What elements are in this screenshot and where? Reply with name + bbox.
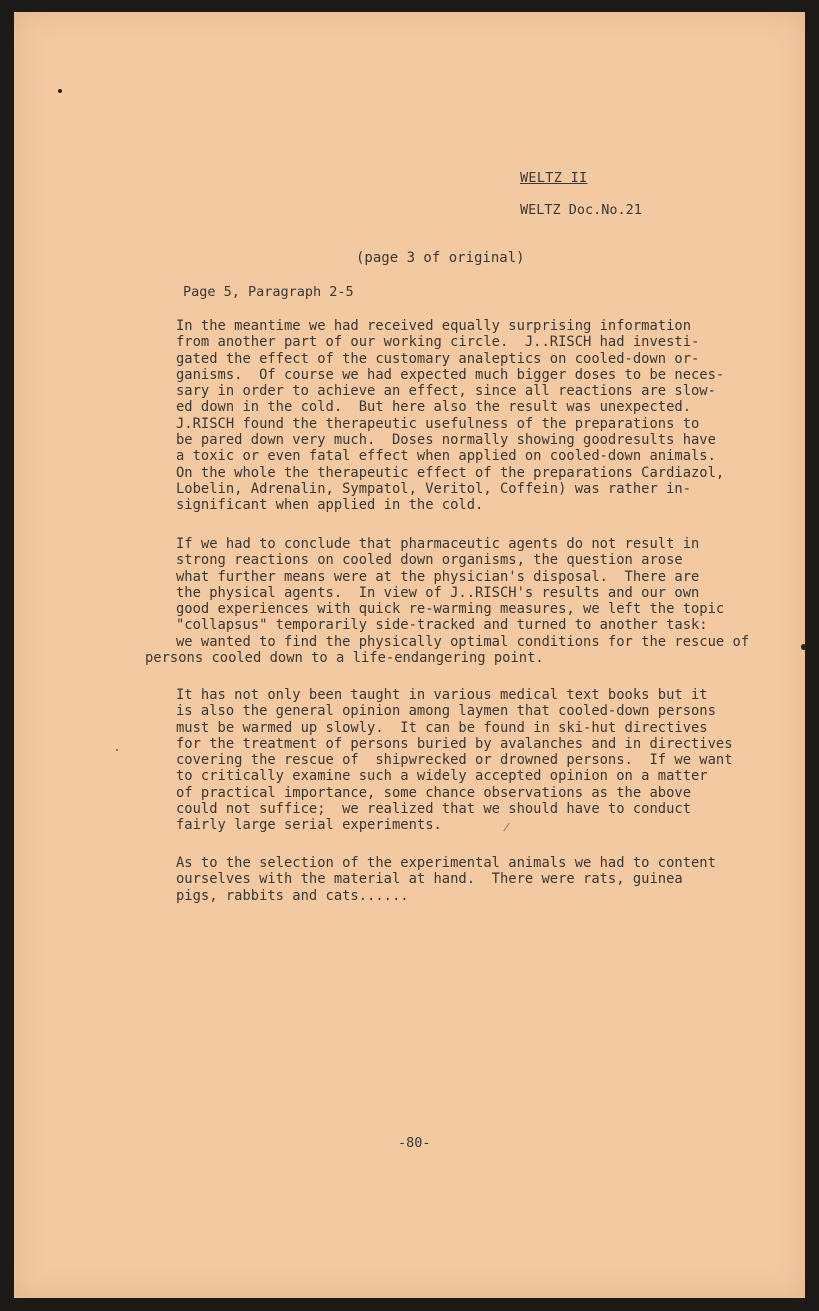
paper-speck [116,749,118,751]
text-line: As to the selection of the experimental animals we had to content [176,855,716,871]
text-line: to critically examine such a widely accepted opinion on a matter [176,768,708,785]
text-line: strong reactions on cooled down organisms, the question arose [176,552,683,569]
paragraph-1 [176,318,776,514]
text-line: ed down in the cold. But here also the result was unexpected. [176,399,691,416]
page-number: -80- [398,1135,431,1151]
document-title: WELTZ II [520,170,588,186]
document-page [14,12,805,1298]
section-reference: Page 5, Paragraph 2-5 [183,284,354,300]
text-line: is also the general opinion among laymen that cooled-down persons [176,703,716,720]
paragraph-3 [176,687,776,834]
text-line: significant when applied in the cold. [176,497,484,514]
text-line: the physical agents. In view of J..RISCH's results and our own [176,584,700,601]
text-line: pigs, rabbits and cats...... [176,887,409,904]
text-line: persons cooled down to a life-endangering point. [145,650,544,667]
text-line: a toxic or even fatal effect when applied on cooled-down animals. [176,448,716,465]
text-line: for the treatment of persons buried by avalanches and in directives [176,735,733,752]
text-line: we wanted to find the physically optimal conditions for the rescue of [176,633,750,650]
text-line: covering the rescue of shipwrecked or drowned persons. If we want [176,752,733,769]
document-number: WELTZ Doc.No.21 [520,202,642,218]
text-line: If we had to conclude that pharmaceutic agents do not result in [176,536,700,552]
punch-hole-mark [801,644,806,650]
text-line: must be warmed up slowly. It can be found in ski-hut directives [176,719,708,736]
text-line: fairly large serial experiments. [176,817,442,834]
text-line: "collapsus" temporarily side-tracked and turned to another task: [176,617,708,634]
text-line: be pared down very much. Doses normally showing goodresults have [176,432,716,449]
paragraph-2 [145,536,776,667]
text-line: what further means were at the physician's disposal. There are [176,568,700,585]
text-line: of practical importance, some chance observations as the above [176,784,691,801]
text-line: sary in order to achieve an effect, since all reactions are slow- [176,383,716,400]
text-line: good experiences with quick re-warming measures, we left the topic [176,601,725,618]
text-line: J.RISCH found the therapeutic usefulness of the preparations to [176,415,700,432]
text-line: ourselves with the material at hand. There were rats, guinea [176,871,683,888]
text-line: from another part of our working circle. J..RISCH had investi- [176,334,700,351]
punch-hole-mark [58,89,62,93]
text-line: could not suffice; we realized that we should have to conduct [176,801,691,818]
paragraph-4 [176,855,776,904]
text-line: gated the effect of the customary analeptics on cooled-down or- [176,350,700,367]
original-page-note: (page 3 of original) [356,250,525,266]
text-line: In the meantime we had received equally surprising information [176,318,691,334]
text-line: ganisms. Of course we had expected much bigger doses to be neces- [176,366,725,383]
text-line: It has not only been taught in various medical text books but it [176,687,708,703]
text-line: On the whole the therapeutic effect of the preparations Cardiazol, [176,464,725,481]
text-line: Lobelin, Adrenalin, Sympatol, Veritol, Coffein) was rather in- [176,480,691,497]
